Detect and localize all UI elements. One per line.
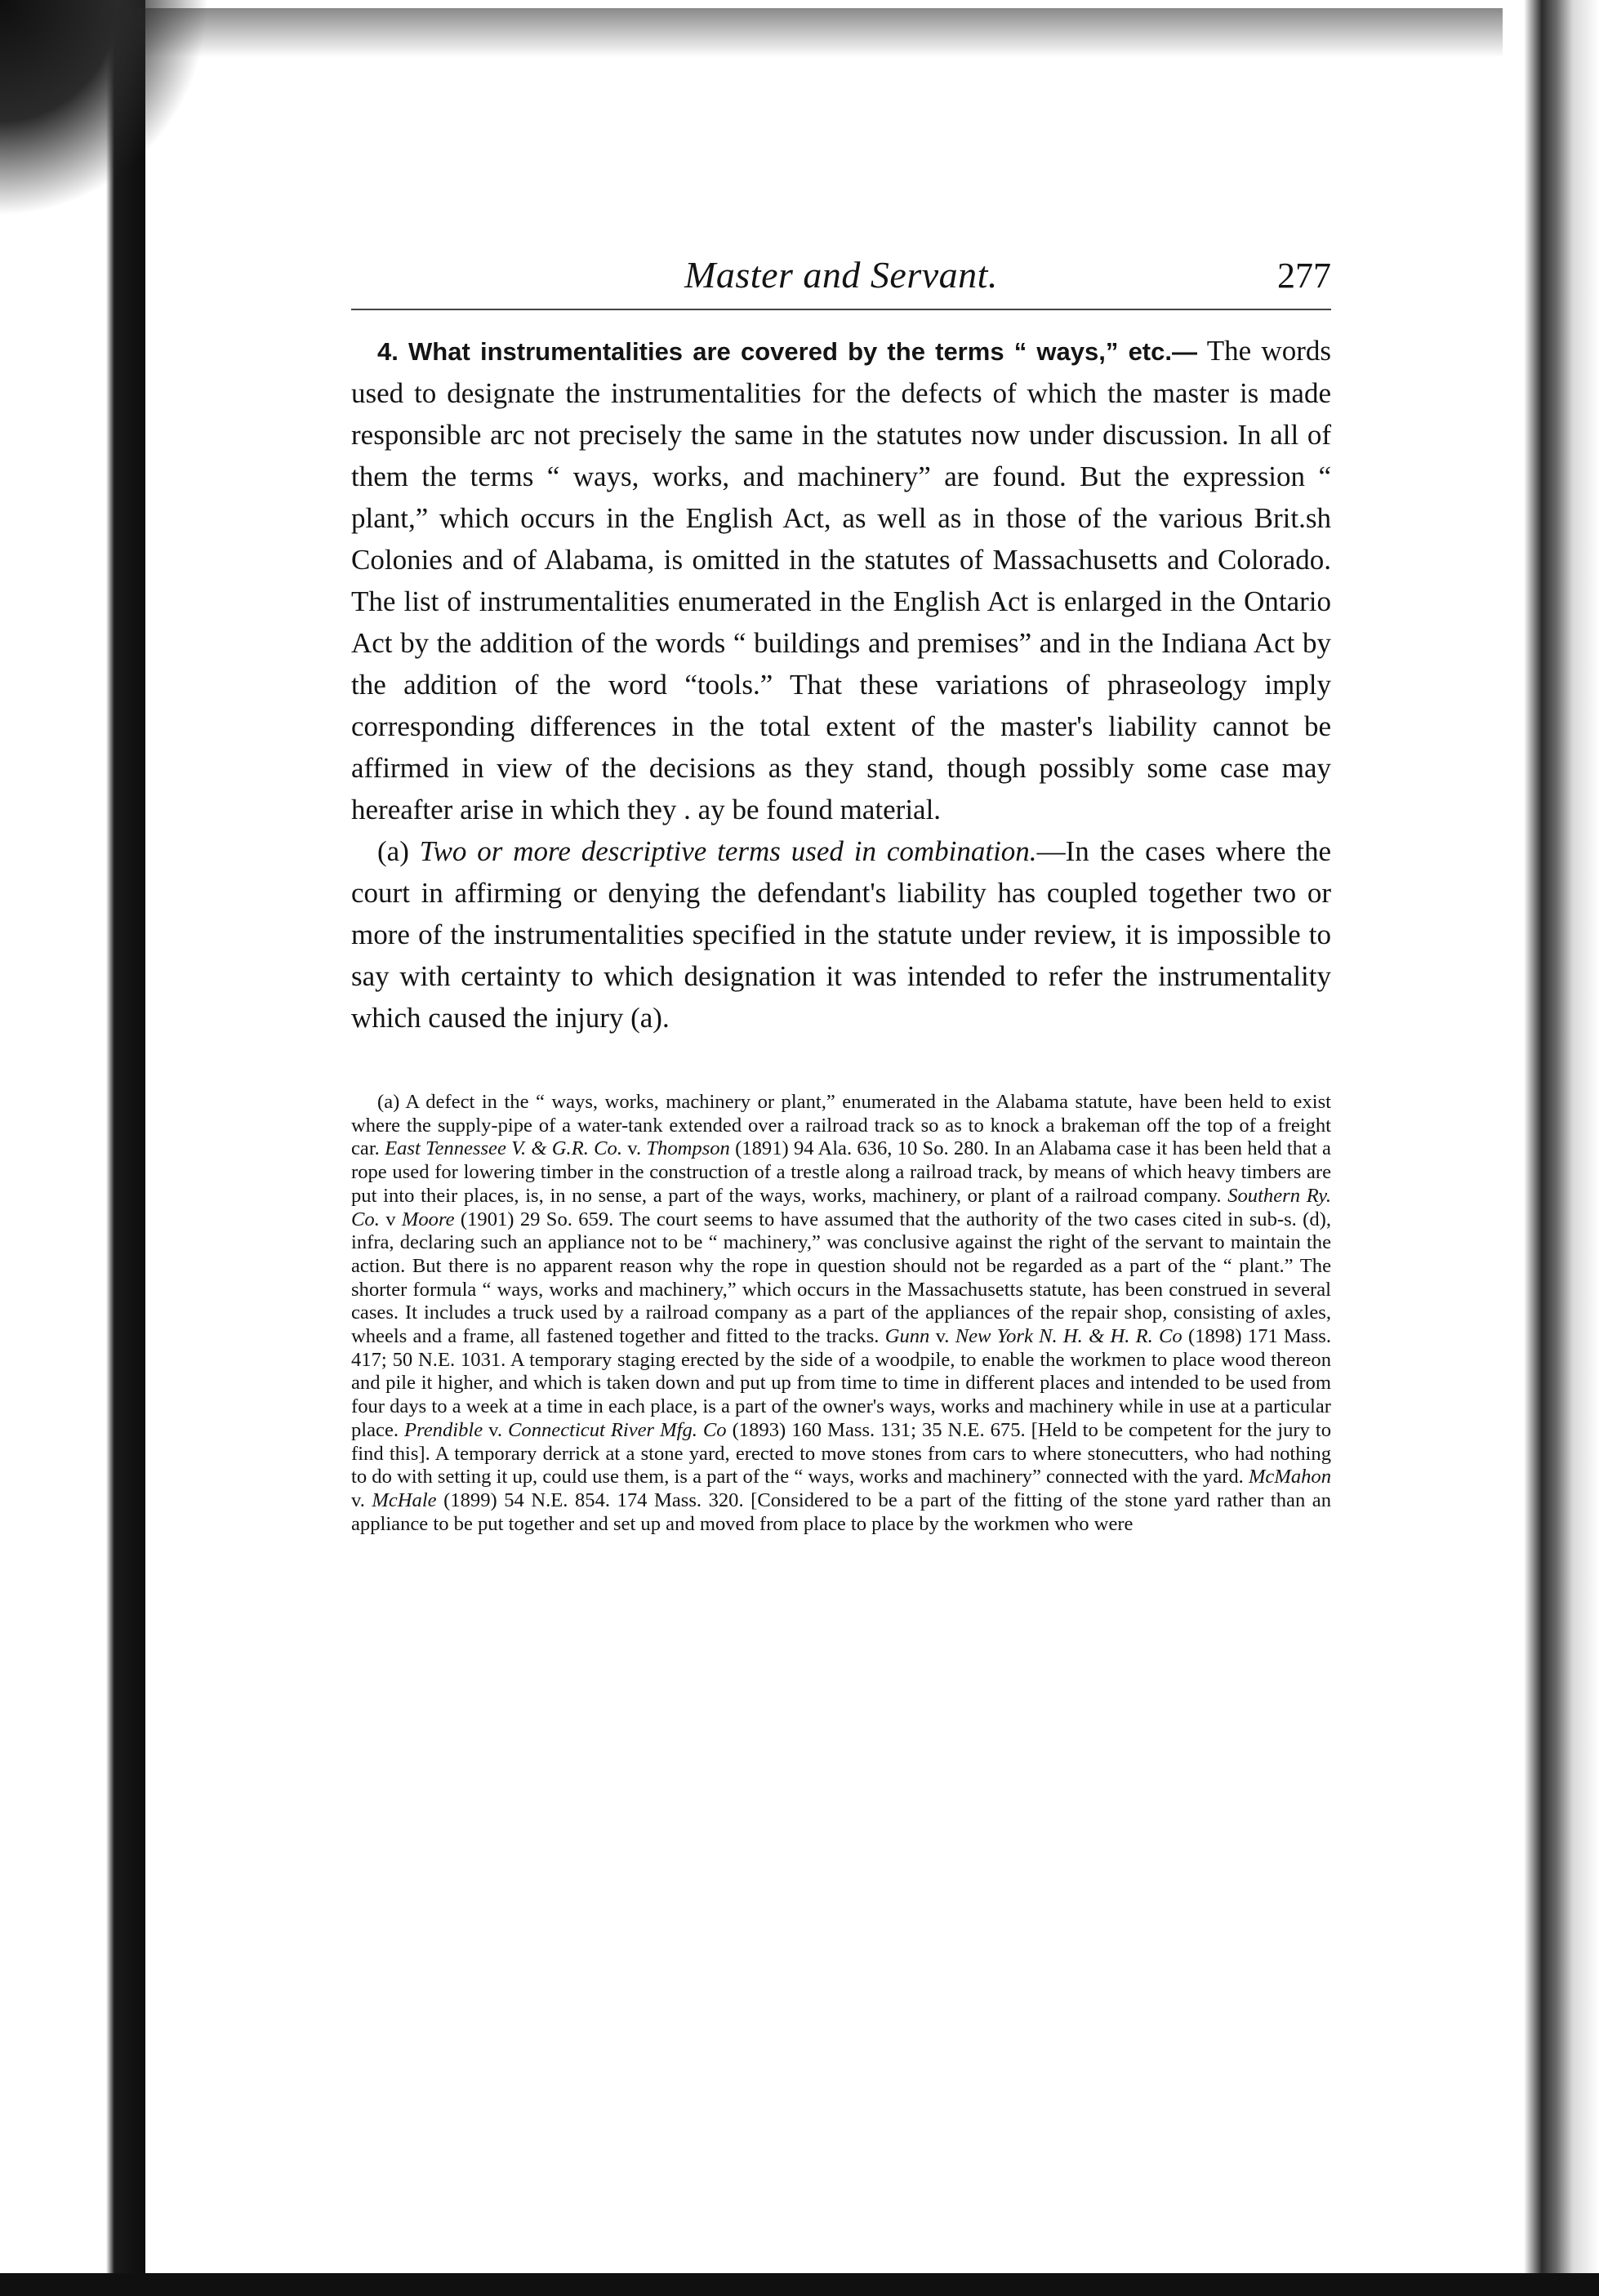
footnote-text: (1898) 171 Mass. 417; 50 N.E. 1031. A temporary staging erected by the side of a woodpile, to enable the workmen to place wood thereon and pile it higher, and which is taken down and put up from time to time in different places and intended to be used from four days to a week at a time in each place, is a part of the owner's ways, works and machinery while in use at a particular place. <box>351 1325 1331 1441</box>
subsection-text: —In the cases where the court in affirming or denying the defendant's liability has coupled together two or more of the instrumentalities specified in the statute under review, it is impossible to say with certainty to which designation it was intended to refer the instrumentality which caused the injury (a). <box>351 835 1331 1034</box>
footnote-text: v. <box>621 1137 647 1160</box>
footnote-case-name: East Tennessee V. & G.R. Co. <box>385 1137 622 1160</box>
footnote-case-name: McHale <box>372 1488 437 1511</box>
footnote-case-name: Southern Ry. Co. <box>351 1184 1331 1230</box>
scan-top-smudge <box>98 8 1503 57</box>
footnote-text: (1891) 94 Ala. 636, 10 So. 280. In an Alabama case it has been held that a rope used for lowering timber in the construction of a trestle along a railroad track, by means of which heavy timbers are put into their places, is, in no sense, a part of the ways, works, machinery, or plant of a railroad company. <box>351 1137 1331 1207</box>
page-number: 277 <box>1277 256 1331 296</box>
body-text <box>351 330 1331 1039</box>
footnote-text: v <box>379 1208 402 1230</box>
footnote-text: (1899) 54 N.E. 854. 174 Mass. 320. [Considered to be a part of the fitting of the stone yard rather than an appliance to be put together and set up and moved from place to place by the workmen who were <box>351 1488 1331 1535</box>
footnote-case-name: Gunn <box>884 1325 930 1348</box>
footnote-text: (a) A defect in the “ ways, works, machinery or plant,” enumerated in the Alabama statute, have been held to exist where the supply-pipe of a water-tank extended over a railroad track so as to knock a brakeman off the top of a freight car. <box>351 1091 1331 1160</box>
footnote <box>351 1091 1331 1536</box>
footnote-text: (1893) 160 Mass. 131; 35 N.E. 675. [Held to be competent for the jury to find this]. A temporary derrick at a stone yard, erected to move stones from cars to where stonecutters, who had nothing to do with setting it up, could use them, is a part of the “ ways, works and machinery” connected with the yard. <box>351 1418 1331 1488</box>
footnote-text: (1901) 29 So. 659. The court seems to have assumed that the authority of the two cases cited in sub-s. (d), infra, declaring such an appliance not to be “ machinery,” was conclusive against the right of the servant to maintain the action. But there is no apparent reason why the rope in question should not be regarded as a part of the “ plant.” The shorter formula “ ways, works and machinery,” which occurs in the Massachusetts statute, has been construed in several cases. It includes a truck used by a railroad company as a part of the appliances of the repair shop, consisting of axles, wheels and a frame, all fastened together and fitted to the tracks. <box>351 1208 1331 1348</box>
running-head <box>351 245 1331 310</box>
section-text: The words used to designate the instrumentalities for the defects of which the master is made responsible arc not precisely the same in the statutes now under discussion. In all of them the terms “ ways, works, and machinery” are found. But the expression “ plant,” which occurs in the English Act, as well as in those of the various Brit.sh Colonies and of Alabama, is omitted in the statutes of Massachusetts and Colorado. The list of instrumentalities enumerated in the English Act is enlarged in the Ontario Act by the addition of the words “ buildings and premises” and in the Indiana Act by the addition of the word “tools.” That these variations of phraseology imply corresponding differences in the total extent of the master's liability cannot be affirmed in view of the decisions as they stand, though possibly some case may hereafter arise in which they . ay be found material. <box>351 335 1331 825</box>
subsection-heading: Two or more descriptive terms used in combination. <box>419 835 1037 867</box>
footnote-case-name: New York N. H. & H. R. Co <box>955 1325 1183 1348</box>
scan-bottom-edge <box>0 2273 1599 2296</box>
section-heading: 4. What instrumentalities are covered by the terms “ ways,” etc.— <box>377 337 1197 366</box>
footnote-case-name: Moore <box>401 1208 455 1230</box>
section-paragraph <box>351 330 1331 830</box>
footnote-text: v. <box>351 1488 372 1511</box>
book-page <box>351 245 1331 1536</box>
footnote-case-name: Connecticut River Mfg. Co <box>508 1418 727 1441</box>
footnote-case-name: Thompson <box>646 1137 730 1160</box>
footnote-text: v. <box>483 1418 508 1441</box>
running-title: Master and Servant. <box>684 254 998 296</box>
page-right-edge <box>1509 0 1599 2296</box>
subsection-paragraph <box>351 830 1331 1039</box>
subsection-label: (a) <box>377 835 420 867</box>
footnote-case-name: McMahon <box>1248 1466 1332 1488</box>
book-spine-shadow <box>0 0 145 2296</box>
footnote-case-name: Prendible <box>404 1418 483 1441</box>
footnote-text: v. <box>929 1325 955 1348</box>
